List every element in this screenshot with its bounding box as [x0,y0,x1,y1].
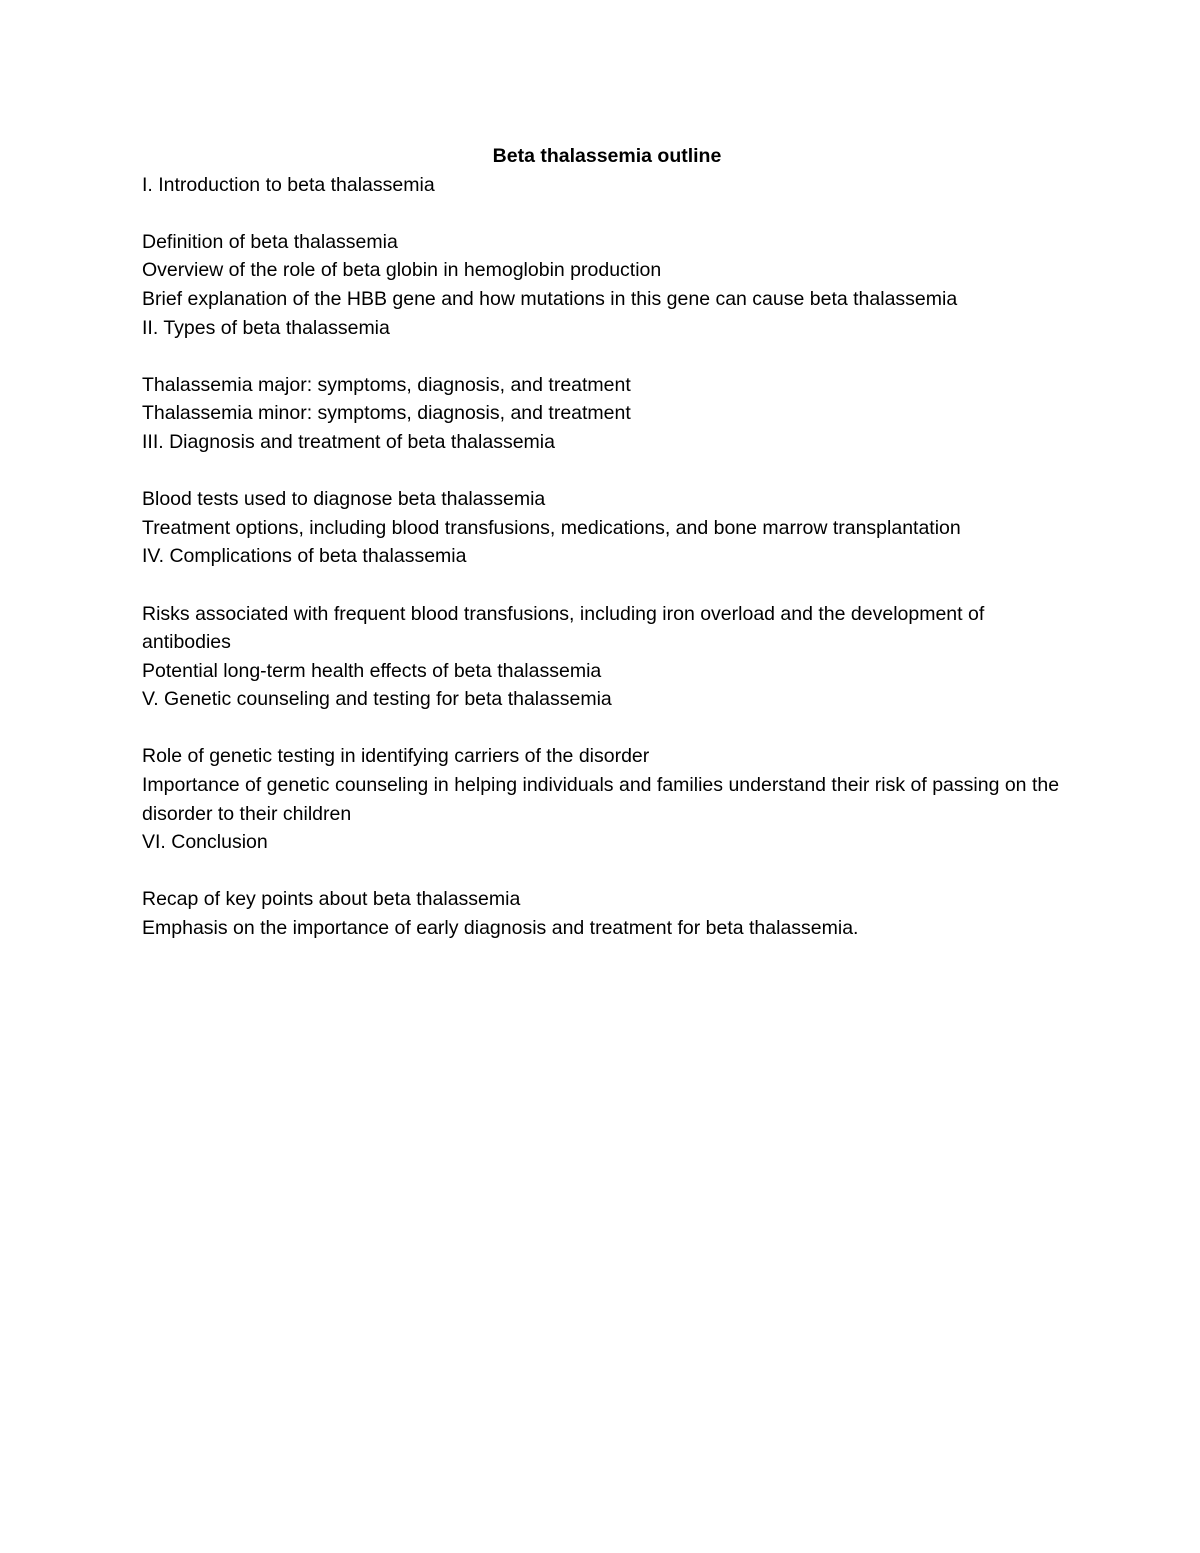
outline-item: Potential long-term health effects of beta thalassemia [142,659,602,682]
outline-item: Recap of key points about beta thalassemia [142,888,521,911]
outline-item: Importance of genetic counseling in helping individuals and families understand their risk of passing on the disorder to their children [142,774,1060,825]
blank-line [142,714,1072,743]
outline-item: Thalassemia minor: symptoms, diagnosis, and treatment [142,402,631,425]
blank-line [142,199,1072,228]
outline-item: Blood tests used to diagnose beta thalassemia [142,488,546,511]
section-heading-3: III. Diagnosis and treatment of beta thalassemia [142,430,555,453]
outline-item: Emphasis on the importance of early diagnosis and treatment for beta thalassemia. [142,917,859,940]
section-heading-4: IV. Complications of beta thalassemia [142,545,467,568]
outline-item: Brief explanation of the HBB gene and how mutations in this gene can cause beta thalassemia [142,287,958,310]
blank-line [142,457,1072,486]
section-heading-6: VI. Conclusion [142,831,268,854]
document-body [142,142,1072,943]
outline-item: Definition of beta thalassemia [142,230,398,253]
section-heading-5: V. Genetic counseling and testing for beta thalassemia [142,688,612,711]
outline-item: Role of genetic testing in identifying carriers of the disorder [142,745,650,768]
document-title: Beta thalassemia outline [492,145,722,167]
section-heading-2: II. Types of beta thalassemia [142,316,390,339]
outline-item: Thalassemia major: symptoms, diagnosis, and treatment [142,373,631,396]
outline-item: Treatment options, including blood transfusions, medications, and bone marrow transplantation [142,516,961,539]
outline-item: Risks associated with frequent blood transfusions, including iron overload and the development of antibodies [142,602,985,654]
outline-item: Overview of the role of beta globin in hemoglobin production [142,259,662,282]
section-heading-1: I. Introduction to beta thalassemia [142,173,435,196]
blank-line [142,342,1072,371]
blank-line [142,857,1072,886]
blank-line [142,571,1072,600]
